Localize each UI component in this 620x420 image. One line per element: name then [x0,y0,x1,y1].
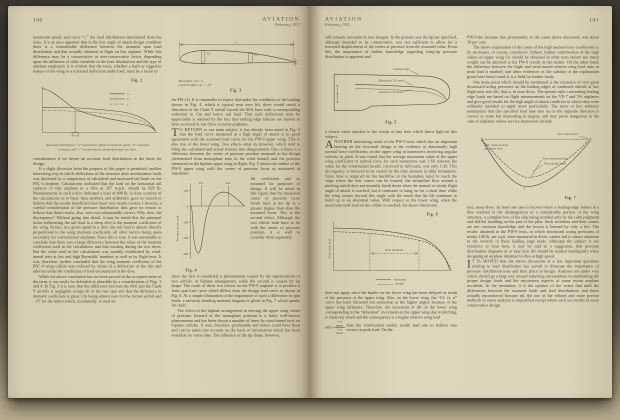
figure-2-caption-line1: Span load distribution: “a” measured in flight at maximum speed, “b” assumed [45,143,149,147]
fig6-strut-note: Strut locations [384,247,404,252]
text-column-1 [33,35,162,338]
figure-7 [467,128,599,200]
text-column-2 [172,35,301,338]
body-paragraph-dropcap: ANOTHER interesting result of the PW-9 tests which has an important bearing on the structural design is the evidence of abnormally high normal force coefficients on the upper wing in maneuvers involving angular velocity in pitch. It was found that the average maximum value of the upper wing coefficient of normal force for such maneuvers was 1.66 whereas the value for the wind-tunnel model, corrected to full-scale, was only 1.43. This discrepancy is believed to be caused by the time element in eddy formations. Since time is required for the backflow in the boundary layer to reach the stage where the first vortex can be formed, the streamline flow around a pitching airfoil does not instantly break down when the normal or steady flight angle of attack is reached, but it continues to hang on for a short time while the wing rotates beyond this angle with the result that the lift continues to build up to an abnormal value. With respect to the lower wing, when the maximum total load on the cellule is reached, the above discussion [325,138,458,208]
body-paragraph: consideration if we desire an accurate load distribution as the basis for design. [33,156,162,166]
drop-cap: I [467,257,471,271]
masthead-title: AVIATION [325,16,363,22]
figure-4 [172,178,247,273]
fig6-spar-load-chart [325,217,457,276]
fig5-measured-label: Measured C.P. travel [378,78,405,83]
figure-2-label: Fig. 2 [131,77,143,83]
legend-dashed-line [378,284,393,285]
body-paragraph: While the above conclusion has not been proved in the accepted sense of the term, it can easily be defended as plausible by a consideration of Figs. 3 and 4. In Fig. 3 it is seen that the difference between the M-6 and the Clark Y airfoils is negligible except aft of the rear spar and that the difference in moment coefficient is great, Cm being almost zero for the former airfoil and −.07 for the latter (which, incidentally, is used on [33,274,162,304]
figure-4-caption: Fig. 4 [185,268,197,273]
body-paragraph: still remains uncertain in new designs. In the present case the tip bar specified, although intended to be conservative, was not sufficient to allow for a rearward displacement of the center of pressure from the assumed value. From this, the importance of further knowledge regarding wing-tip pressure distribution is apparent and [325,34,457,59]
fig3-front-spar [201,51,205,63]
drop-cap: T [171,125,179,139]
svg-text:0: 0 [186,204,188,209]
body-paragraph: the F6C-4). It is reasonable to expect that under the conditions of rib loading shown in Fig. 4, which is typical near zero lift, there would result a distortion of the Clark Y airfoil toward the M-6 form with a corresponding reduction in Cm and hence tail load. That such deflections may be appreciable is attested by the fact that trailing edge failures are known to have occurred in fast dives on some airplanes. [171,97,300,127]
body-paragraph-dropcap: T O RETURN to our main subject, it has already been noted in Fig. 2 that the load curve measured at a high angle of attack is in good agreement with the assumed load curve for the PW-9 upper wing. This is also true of the lower wing. Two effects enter in, however, which tend to bring the calculated and actual stresses into disagreement. One of these is a difference between the center of pressure position assumed in the design (determined from monoplane tests in the wind tunnel) and the position measured on the biplane upper wing in flight. Fig. 5 shows the outline of the PW-9 upper wing with the center of pressure locus as measured at maximum [171,125,301,176]
figure-3-note2: Clark Y profile, Cm = −.07 [178,84,212,88]
body-paragraph: The effect of the biplane arrangement in moving the upper wing center of pressure forward of the monoplane position is a fairly well-known phenomenon and has been shown a number of times by wind tunnel tests on biplane cellules. It was, therefore, predictable and hence could have been and can be taken into account on the basis of information which has been available for some time. The influence of the tip shape, however, [171,308,300,338]
fig3-rear-spar-label: R.S. [253,52,260,57]
figure-6 [325,212,457,285]
page-number: 100 [33,17,43,23]
fig7-left-note-line1: Max. load assumed [484,142,508,147]
fig2-span-load-chart [33,83,162,142]
fig4-front-spar-label: F.S. [199,181,204,186]
wing-load-ratio-fraction: $\frac{\text{Cn upper}}{\text{Cn lower}}$ [335,320,344,335]
page-header [33,16,300,27]
body-paragraph: fast, steep dives. At least one case is known where a leading-edge failure in a dive resulted in the disintegration of a considerable portion of the wing structure, a complete loss of the ship being avoided only by the calm judgment and skillful handling on the part of the pilot. Such accidents and their causes are not common knowledge and the lesson is learned by only a few. The results obtained in the PW-9 tests, in which downward acting pressures of nearly 100 lb. per sq.ft. were measured in dives, cannot fail to attract attention to the severity of these leading edge loads. Although the subject is too extensive to treat here, it may be said as a suggestion, that pressure distribution diagrams at or near zero lift should be studied intelligently when designing an airplane intended to dive at high speed. [467,205,599,259]
page-header [325,16,599,27]
fig2-legend-label-c: c [127,102,129,107]
figure-7-caption: Fig. 7 [564,195,576,201]
masthead-date: February, 1931 [325,22,350,27]
fig4-y-axis-label: Pressure, lb. per sq.ft. [175,215,180,242]
fig6-legend-design: design [395,282,404,286]
svg-text:−200: −200 [181,235,188,240]
figure-2-caption-line2: in design, and “c” the distribution determined from the rules. [57,148,137,152]
svg-text:100: 100 [183,188,188,193]
body-paragraph: If a slight diversion from the purpose of this paper is permitted, another interesting way in which deflections of the structure alter aerodynamic loads was disclosed by a comparison of calculated and measured tail loads on the F6C-4 airplane. Calculations indicated that the load on the horizontal tail surfaces of this airplane in a dive at 267 m.p.h. should be 920 lb. Measurements in such a dive indicated a load of 408 lb. A close scrutiny of the calculations as to basic data, method, and arithmetic gave no reason to believe that the results should not have been very nearly correct. Likewise, a careful consideration of the pressure distribution data gave no reason to believe that these results, also, were not substantially correct. Why, then, the discrepancy? Without going into detail, it may be stated that the principal factor influencing the tail load in a steep dive is the moment coefficient of the wing. In fact, at a given speed in a dive, the tail load is almost directly proportional to the wing moment coefficient, all other factors being quite secondary for conventional airplanes. Since this is true, it was reasonable to conclude that there was a large difference between the value of the moment coefficient used in the calculations and that existing during the test dives. But the value used in the calculations was soundly established by wind-tunnel tests at low and high Reynolds’ numbers as well as by flight tests. It was, therefore, further concluded that the wing moment coefficient of the F6C-4 wing cellule was reduced by virtue of a deflection of the ribs and ailerons under the conditions of load encountered in the dive. [33,166,162,274]
fig4-pressure-curve [191,192,245,253]
fig2-legend-label-b: b [127,96,129,101]
legend-solid-line [376,280,391,281]
body-paragraph: PW-9 the increase due, presumably, to the cause above discussed, was about 10 per cent. [467,34,599,45]
fig7-design-note: From design loads [543,161,567,166]
fig5-wing-planform [325,64,457,120]
masthead-date: February, 1931 [275,22,300,27]
body-paragraph: does not apply since the burble on the lower wing has been delayed as result of the presence of the upper wing. Also, on the lower wing, the “CL vs. α” curve has been flattened out somewhat at the higher angles because of the upper wing influence. Therefore, the increment of lift on the lower wing corresponding to the “abnormal” increment on the upper wing due to pitching, is relatively small and the consequence is a higher relative wing load [325,290,457,320]
figure-2 [33,78,162,152]
page-right [310,6,612,398]
fig2-curve-c [43,110,155,130]
svg-text:−100: −100 [181,220,188,225]
fig4-rear-spar-label: R.S. [225,181,232,186]
figure-5-caption: Fig. 5 [385,120,397,125]
masthead-title: AVIATION [262,16,300,22]
body-paragraph: lift coefficient and as assumed for purposes of design. It will be noted in this figure that the measured center of pressure locus bends back at the tip to a greater degree than does the assumed locus. This is the second effect. Although the two effects both have to do with the center of pressure position, it is well to consider them separately [250,176,300,240]
fig3-airfoil-profile [172,39,301,79]
figure-6-legend [325,278,457,286]
text-column-1 [325,35,457,336]
body-paragraph: The above explanation of the cause of the high normal force coefficients is by no means, of course, conclusive. Indeed, further confirmation of the high values of upper wing Cn should be obtained in other tests before too much weight can be attached to the PW-9 results in this matter. On the other hand, the difference between the flight and wind tunnel relative wing load ratio at peak load is marked, and other evidences of the validity of the explanation given have been found. It is a field for further study. [467,45,599,79]
svg-text:−300: −300 [181,251,188,256]
fig7-left-note-line2: at cabane strut [484,146,503,151]
drop-cap: A [325,138,334,151]
figure-3-note1: M-6 profile, Cm ≈ 0 [178,80,203,83]
body-paragraph-ratio: ratio $\frac{\text{Cn upper}}{\text{Cn lower}}$ than the wind-tunnel results would lead one to believe was correct at peak load. On the [325,320,457,335]
fig3-front-spar-label: F.S. [206,51,212,56]
fig6-legend-measured: measured [393,277,406,282]
page-number: 101 [589,17,599,23]
fig4-rib-pressure-chart [172,178,247,268]
figure-5 [325,64,457,125]
fig3-airfoil-outline [180,50,295,63]
fig7-strut-attachment-label: Strut attachment [557,132,578,137]
body-paragraph: maximum speed, and curve “c,” the load distribution determined from the rules. It is at once apparent that in the low angle of attack design condition there is a considerable difference between the assumed span load distribution and that actually obtained in flight on this airplane. While this difference may be a conservative or non-conservative factor, depending upon the influence of other variables in the load distribution and the type of airplane employed, it is evident that the twist, whether a built or rigged-in feature of the wing or a torsional deflection under load, must be a factor to [33,34,162,74]
fig7-measured-note: From measured data [542,156,568,161]
text-column-2 [467,35,599,336]
body-paragraph: One more point which should be mentioned is the existence of very great downward acting pressures on the leading edges of cambered airfoils at low flight near zero lift, that is, in nose dives. The present rules concerning leading edge loads are based on flight measurements on the VE-7 and T-6 airplanes and give good results for the high angle of attack condition to which they were evidently intended to apply more particularly. The more or less arbitrary assumption that this specified load may also act in the opposite direction is correct in sense but misleading in degree, and may prove dangerous in the case of airplanes whose service maneuvers include [467,79,599,124]
body-paragraph: since the first is essentially a phenomenon caused by the superposition of two airfoils, or biplane arrangement, while the second is caused by tip shape. The result of these two effects on the PW-9 airplane is to produce a front spar load curve which differs from the design load curve as shown in Fig. 6. As a simple illustration of the importance of such a difference in spar loads, a net-unity bending moment diagram is given in Fig. 7 which speaks for itself. [171,273,300,308]
fig6-y-axis-label: Front spar load [327,238,332,259]
magazine-spread [8,6,612,398]
masthead [262,16,300,27]
masthead [325,16,363,27]
body-paragraph: a clearer value attaches to the results of any tests which throw light on this subject. [325,129,457,139]
page-left [8,6,310,398]
figure-6-label: Fig. 6 [426,211,438,217]
fig3-chord-dim-label: c [235,40,237,45]
fig7-bending-moment-diagram [467,128,599,195]
figure-3 [172,39,301,93]
body-paragraph-dropcap: I T IS HOPED that the above discussion of a few important questions relating to load distribution has served to illustrate the importance of pressure distribution tests and their place in design. Analyses are under way which should go a long way toward removing uncertainties in establishing the proper design loads and the mysterious aspects of some recent airplane accidents. In the meantime, it is the opinion of the writer that until the differences between the assumed loads and load distributions and those actually encountered become nil, the use of the refined and more precise methods of stress analysis is unjustified except where such use results in more conservative design. [467,257,599,308]
fig3-rear-spar [249,52,253,62]
fig2-legend-label-a: a [127,91,129,96]
fig2-curve-b [43,88,156,131]
figure-3-caption: Fig. 3 [230,88,242,93]
fig5-assumed-label: Assumed C.P. travel [378,89,404,94]
fig5-leading-edge-label: Leading edge [392,66,410,71]
